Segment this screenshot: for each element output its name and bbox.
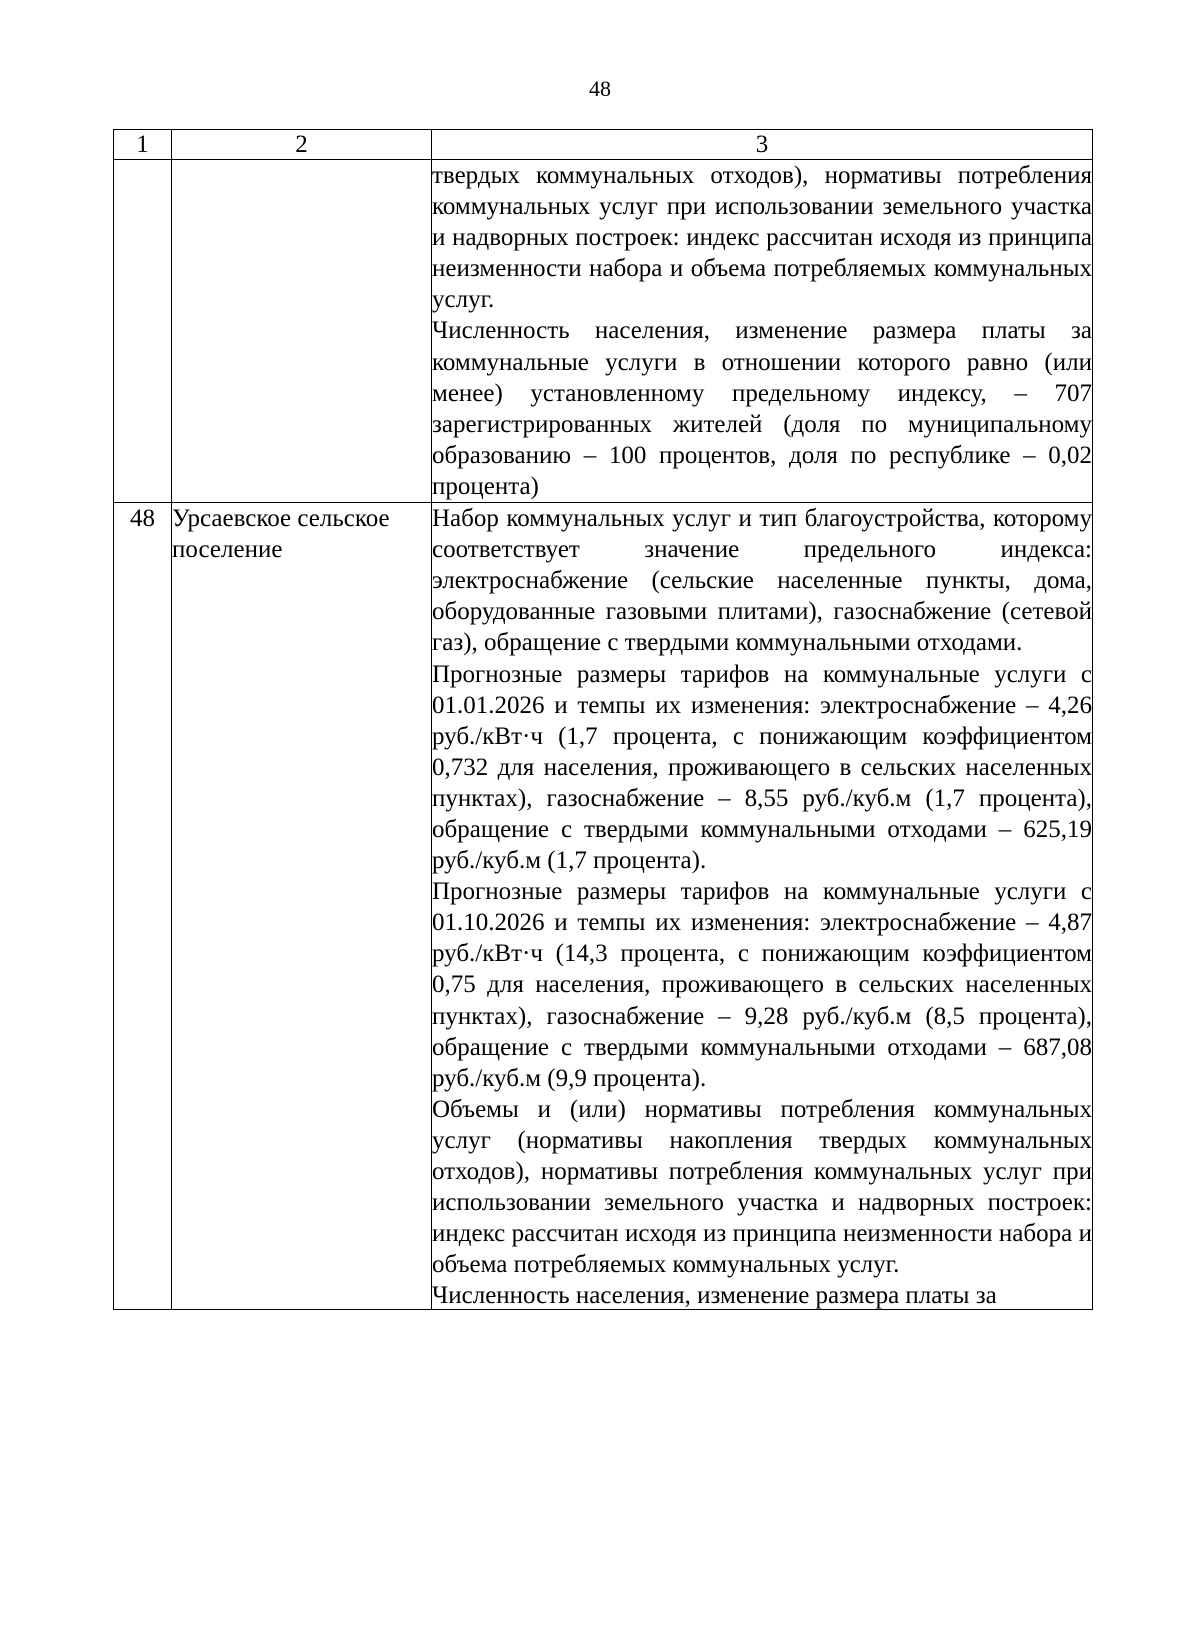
- description-paragraph: Прогнозные размеры тарифов на коммунальные услуги с 01.01.2026 и темпы их изменения: электроснабжение – 4,26 руб./кВт·ч (1,7 процента, с понижающим коэффициентом 0,732 для населения, проживающего в сельских населенных пунктах), газоснабжение – 8,55 руб./куб.м (1,7 процента), обращение с твердыми коммунальными отходами – 625,19 руб./куб.м (1,7 процента).: [432, 660, 1092, 875]
- column-header-3: 3: [432, 130, 1093, 160]
- description-paragraph-cut: [432, 1280, 1092, 1309]
- column-header-1: 1: [114, 130, 172, 160]
- row-number-cell: 48: [114, 503, 172, 1310]
- tariff-table: [113, 129, 1093, 1310]
- row-number-cell: [114, 160, 172, 503]
- description-paragraph: Численность населения, изменение размера платы за коммунальные услуги в отношении которого равно (или менее) установленному предельному индексу, – 707 зарегистрированных жителей (доля по муниципальному образованию – 100 процентов, доля по республике – 0,02 процента): [432, 317, 1092, 500]
- page-number: 48: [589, 76, 611, 101]
- table-row-continuation: [114, 160, 1093, 503]
- column-header-2: 2: [172, 130, 432, 160]
- description-paragraph: Численность населения, изменение размера платы за: [432, 1282, 997, 1310]
- table-header-row: [114, 130, 1093, 160]
- description-cell: [432, 160, 1093, 503]
- table-row-48: [114, 503, 1093, 1310]
- settlement-name-cell: Урсаевское сельское поселение: [172, 503, 432, 1310]
- description-paragraph: Объемы и (или) нормативы потребления коммунальных услуг (нормативы накопления твердых коммунальных отходов), нормативы потребления коммунальных услуг при использовании земельного участка и надворных построек: индекс рассчитан исходя из принципа неизменности набора и объема потребляемых коммунальных услуг.: [432, 1095, 1092, 1279]
- description-paragraph: Набор коммунальных услуг и тип благоустройства, которому соответствует значение предельного индекса: электроснабжение (сельские населенные пункты, дома, оборудованные газовыми плитами), газоснабжение (сетевой газ), обращение с твердыми коммунальными отходами.: [432, 505, 1092, 657]
- description-paragraph: твердых коммунальных отходов), нормативы потребления коммунальных услуг при использовании земельного участка и надворных построек: индекс рассчитан исходя из принципа неизменности набора и объема потребляемых коммунальных услуг.: [432, 162, 1092, 314]
- settlement-name-cell: [172, 160, 432, 503]
- description-paragraph: Прогнозные размеры тарифов на коммунальные услуги с 01.10.2026 и темпы их изменения: электроснабжение – 4,87 руб./кВт·ч (14,3 процента, с понижающим коэффициентом 0,75 для населения, проживающего в сельских населенных пунктах), газоснабжение – 9,28 руб./куб.м (8,5 процента), обращение с твердыми коммунальными отходами – 687,08 руб./куб.м (9,9 процента).: [432, 878, 1092, 1092]
- description-cell: [432, 503, 1093, 1310]
